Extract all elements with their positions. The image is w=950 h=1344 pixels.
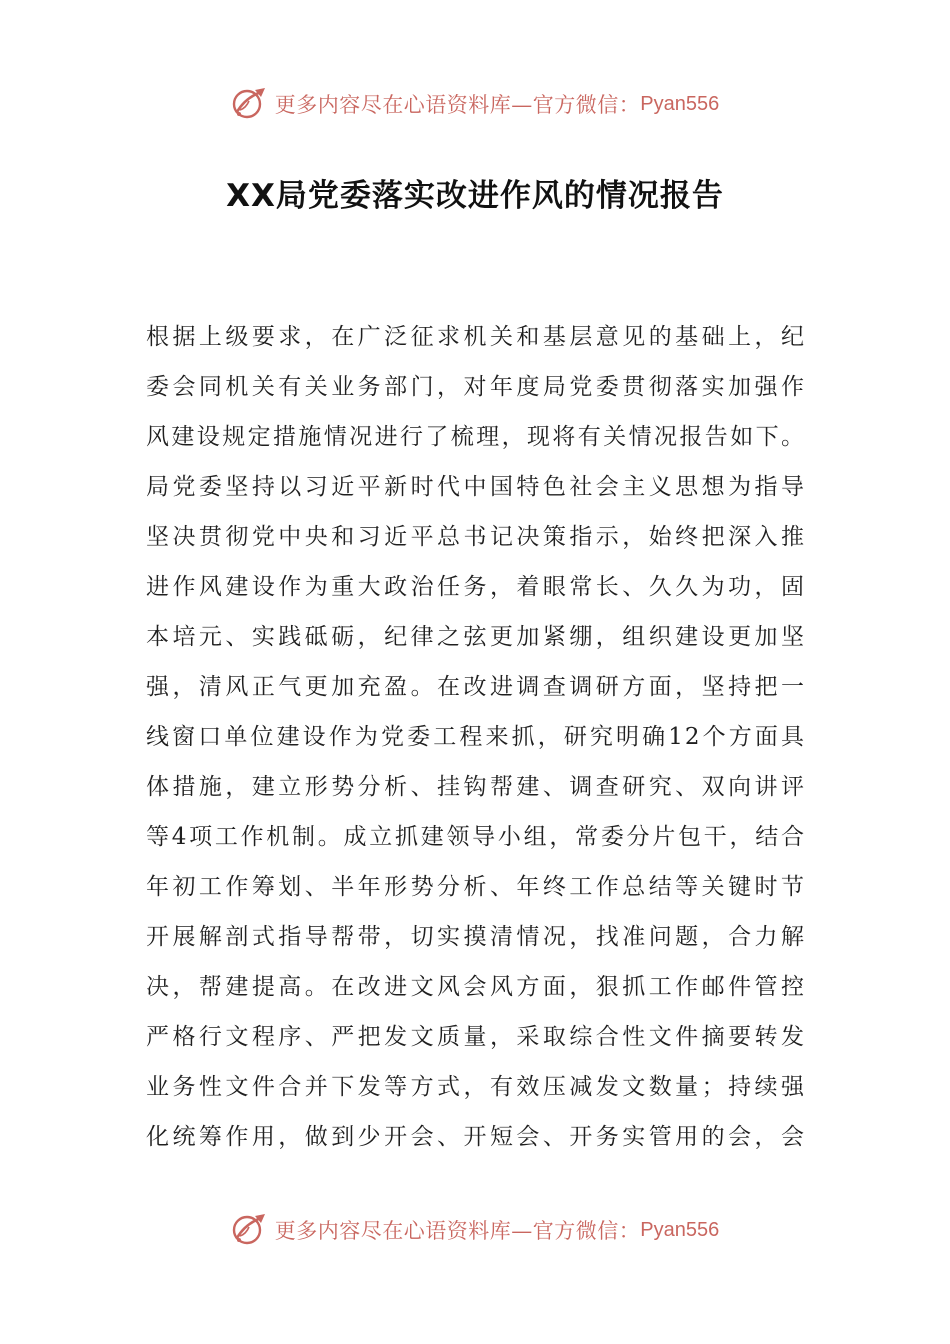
body-line: 根据上级要求，在广泛征求机关和基层意见的基础上，纪 (146, 324, 806, 350)
footer-watermark (0, 1210, 950, 1250)
document-title: XX局党委落实改进作风的情况报告 (226, 178, 724, 214)
watermark-wechat-id: Pyan556 (640, 1218, 720, 1241)
header-watermark (0, 84, 950, 124)
pen-logo-icon (231, 86, 269, 122)
watermark-text: 更多内容尽在心语资料库—官方微信： (274, 1219, 641, 1243)
body-line: 严格行文程序、严把发文质量，采取综合性文件摘要转发 (146, 1024, 806, 1050)
body-line: 坚决贯彻党中央和习近平总书记决策指示，始终把深入推 (146, 524, 806, 550)
body-line: 风建设规定措施情况进行了梳理，现将有关情况报告如下。 (146, 424, 806, 450)
body-line: 决，帮建提高。在改进文风会风方面，狠抓工作邮件管控 (146, 974, 806, 1000)
body-line: 开展解剖式指导帮带，切实摸清情况，找准问题，合力解 (146, 924, 806, 950)
document-body (146, 312, 806, 1162)
watermark-wechat-id: Pyan556 (640, 92, 720, 115)
body-line: 体措施，建立形势分析、挂钩帮建、调查研究、双向讲评 (146, 774, 806, 800)
body-line: 年初工作筹划、半年形势分析、年终工作总结等关键时节 (146, 874, 806, 900)
body-line: 化统筹作用，做到少开会、开短会、开务实管用的会，会 (146, 1124, 806, 1150)
body-line: 委会同机关有关业务部门，对年度局党委贯彻落实加强作 (146, 374, 806, 400)
body-line: 业务性文件合并下发等方式，有效压减发文数量；持续强 (146, 1074, 806, 1100)
body-line: 局党委坚持以习近平新时代中国特色社会主义思想为指导 (146, 474, 806, 500)
watermark-text: 更多内容尽在心语资料库—官方微信： (274, 93, 641, 117)
body-line: 进作风建设作为重大政治任务，着眼常长、久久为功，固 (146, 574, 806, 600)
body-line: 等4项工作机制。成立抓建领导小组，常委分片包干，结合 (146, 824, 806, 850)
body-line: 强，清风正气更加充盈。在改进调查调研方面，坚持把一 (146, 674, 806, 700)
pen-logo-icon (231, 1212, 269, 1248)
body-line: 线窗口单位建设作为党委工程来抓，研究明确12个方面具 (146, 724, 806, 750)
body-line: 本培元、实践砥砺，纪律之弦更加紧绷，组织建设更加坚 (146, 624, 806, 650)
